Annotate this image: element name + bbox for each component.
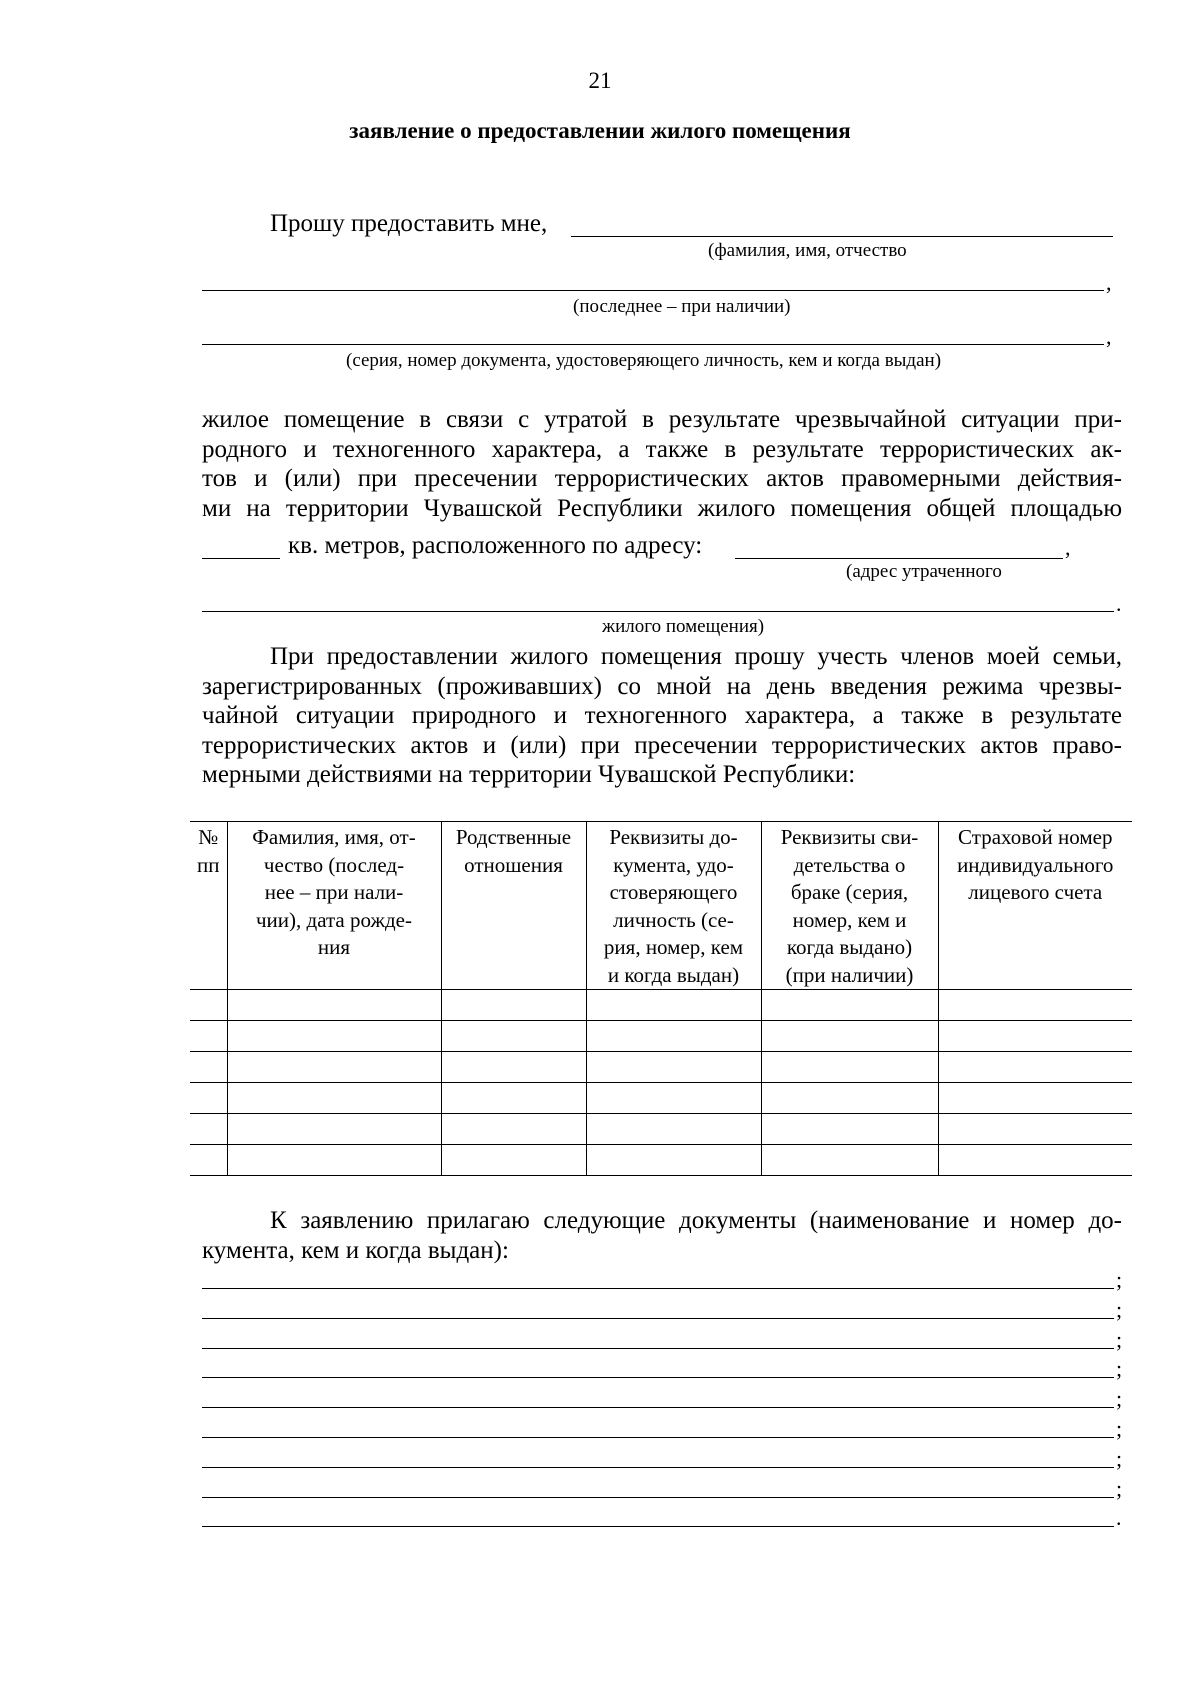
table-cell[interactable] bbox=[190, 1083, 227, 1114]
table-cell[interactable] bbox=[938, 1114, 1132, 1145]
line-punctuation: ; bbox=[1116, 1267, 1123, 1292]
table-cell[interactable] bbox=[586, 1114, 761, 1145]
paragraph-line: мерными действиями на территории Чувашской Республики: bbox=[202, 761, 856, 788]
line-punctuation: ; bbox=[1116, 1296, 1123, 1322]
table-row bbox=[190, 1021, 1132, 1052]
line-punctuation: ; bbox=[1116, 1445, 1123, 1471]
area-unit-text: кв. метров, расположенного по адресу: bbox=[288, 532, 703, 559]
column-header-id-document: Реквизиты до- кумента, удо- стоверяющего личность (се- рия, номер, кем и когда выдан) bbox=[586, 822, 761, 990]
fio-field-line[interactable] bbox=[571, 236, 1113, 237]
table-cell[interactable] bbox=[761, 1052, 938, 1083]
attachment-line[interactable] bbox=[202, 1318, 1114, 1319]
table-header-row bbox=[190, 822, 1132, 990]
table-row bbox=[190, 990, 1132, 1021]
table-body bbox=[190, 990, 1132, 1176]
table-cell[interactable] bbox=[441, 1083, 586, 1114]
table-row bbox=[190, 1052, 1132, 1083]
line-punctuation: . bbox=[1116, 1505, 1122, 1531]
hint-document: (серия, номер документа, удостоверяющего личность, кем и когда выдан) bbox=[346, 350, 942, 371]
attachment-line[interactable] bbox=[202, 1377, 1114, 1378]
attachment-line[interactable] bbox=[202, 1467, 1114, 1468]
table-cell[interactable] bbox=[227, 1145, 441, 1176]
line-punctuation: ; bbox=[1116, 1386, 1123, 1412]
period-mark: . bbox=[1116, 591, 1122, 616]
attachment-line[interactable] bbox=[202, 1526, 1114, 1527]
table-cell[interactable] bbox=[938, 1145, 1132, 1176]
table-cell[interactable] bbox=[190, 990, 227, 1021]
paragraph-line: При предоставлении жилого помещения прошу учесть членов моей семьи, bbox=[270, 643, 1122, 670]
table-cell[interactable] bbox=[938, 1052, 1132, 1083]
table-cell[interactable] bbox=[190, 1052, 227, 1083]
column-header-marriage-certificate: Реквизиты сви- детельства о браке (серия, номер, кем и когда выдано) (при наличии) bbox=[761, 822, 938, 990]
address-continued-line[interactable] bbox=[202, 611, 1114, 612]
paragraph-line: тов и (или) при пресечении террористических актов правомерными действия- bbox=[202, 465, 1122, 492]
paragraph-line: К заявлению прилагаю следующие документы (наименование и номер до- bbox=[270, 1207, 1122, 1234]
main-paragraph bbox=[202, 405, 1122, 523]
column-header-number: № пп bbox=[190, 822, 227, 990]
table-cell[interactable] bbox=[761, 1083, 938, 1114]
patronymic-field-line[interactable] bbox=[202, 290, 1104, 291]
table-cell[interactable] bbox=[441, 1145, 586, 1176]
table-cell[interactable] bbox=[441, 1021, 586, 1052]
table-cell[interactable] bbox=[586, 1052, 761, 1083]
column-header-full-name: Фамилия, имя, от- чество (послед- нее – при нали- чии), дата рожде- ния bbox=[227, 822, 441, 990]
paragraph-line: кумента, кем и когда выдан): bbox=[202, 1236, 509, 1264]
address-field-line[interactable] bbox=[735, 558, 1063, 559]
paragraph-line: родного и техногенного характера, а также в результате террористических ак- bbox=[202, 435, 1122, 463]
attachment-line[interactable] bbox=[202, 1348, 1114, 1349]
hint-address: (адрес утраченного bbox=[846, 561, 1002, 582]
table-cell[interactable] bbox=[227, 990, 441, 1021]
hint-patronymic: (последнее – при наличии) bbox=[573, 296, 791, 317]
family-paragraph bbox=[202, 642, 1122, 790]
table-cell[interactable] bbox=[227, 1114, 441, 1145]
attachment-line[interactable] bbox=[202, 1407, 1114, 1408]
line-punctuation: ; bbox=[1116, 1475, 1123, 1501]
family-members-table bbox=[190, 821, 1132, 1176]
table-cell[interactable] bbox=[441, 990, 586, 1021]
request-prefix: Прошу предоставить мне, bbox=[270, 210, 548, 237]
table-cell[interactable] bbox=[938, 990, 1132, 1021]
table-cell[interactable] bbox=[190, 1114, 227, 1145]
hint-fio: (фамилия, имя, отчество bbox=[708, 240, 907, 261]
column-header-relationship: Родственные отношения bbox=[441, 822, 586, 990]
attachment-line[interactable] bbox=[202, 1497, 1114, 1498]
table-cell[interactable] bbox=[938, 1083, 1132, 1114]
comma-mark: , bbox=[1106, 270, 1112, 295]
table-cell[interactable] bbox=[761, 990, 938, 1021]
table-row bbox=[190, 1114, 1132, 1145]
area-field-line[interactable] bbox=[202, 558, 280, 559]
table-cell[interactable] bbox=[190, 1145, 227, 1176]
table-cell[interactable] bbox=[227, 1083, 441, 1114]
table-cell[interactable] bbox=[586, 990, 761, 1021]
table-cell[interactable] bbox=[761, 1021, 938, 1052]
hint-address: жилого помещения) bbox=[602, 616, 765, 637]
table-cell[interactable] bbox=[761, 1145, 938, 1176]
comma-mark: , bbox=[1065, 535, 1071, 560]
table-cell[interactable] bbox=[441, 1052, 586, 1083]
paragraph-line: чайной ситуации природного и техногенного характера, а также в результате bbox=[202, 702, 1122, 729]
table-cell[interactable] bbox=[938, 1021, 1132, 1052]
table-row bbox=[190, 1083, 1132, 1114]
line-punctuation: ; bbox=[1116, 1356, 1123, 1382]
document-field-line[interactable] bbox=[202, 344, 1104, 345]
table-cell[interactable] bbox=[761, 1114, 938, 1145]
table-cell[interactable] bbox=[227, 1052, 441, 1083]
page-number: 21 bbox=[588, 68, 612, 93]
paragraph-line: зарегистрированных (проживавших) со мной на день введения режима чрезвы- bbox=[202, 672, 1122, 700]
line-punctuation: ; bbox=[1116, 1326, 1123, 1352]
table-row bbox=[190, 1145, 1132, 1176]
line-punctuation: ; bbox=[1116, 1416, 1123, 1441]
table-cell[interactable] bbox=[227, 1021, 441, 1052]
comma-mark: , bbox=[1106, 324, 1112, 349]
column-header-insurance-number: Страховой номер индивидуального лицевого счета bbox=[938, 822, 1132, 990]
attachment-line[interactable] bbox=[202, 1288, 1114, 1289]
paragraph-line: жилое помещение в связи с утратой в результате чрезвычайной ситуации при- bbox=[202, 406, 1122, 433]
document-title: заявление о предоставлении жилого помещения bbox=[349, 118, 851, 143]
table-cell[interactable] bbox=[586, 1021, 761, 1052]
table-cell[interactable] bbox=[441, 1114, 586, 1145]
paragraph-line: ми на территории Чувашской Республики жилого помещения общей площадью bbox=[202, 494, 1122, 522]
table-cell[interactable] bbox=[586, 1145, 761, 1176]
paragraph-line: террористических актов и (или) при пресечении террористических актов право- bbox=[202, 731, 1122, 759]
attachments-paragraph bbox=[202, 1206, 1122, 1265]
attachment-line[interactable] bbox=[202, 1437, 1114, 1438]
table-cell[interactable] bbox=[190, 1021, 227, 1052]
table-cell[interactable] bbox=[586, 1083, 761, 1114]
